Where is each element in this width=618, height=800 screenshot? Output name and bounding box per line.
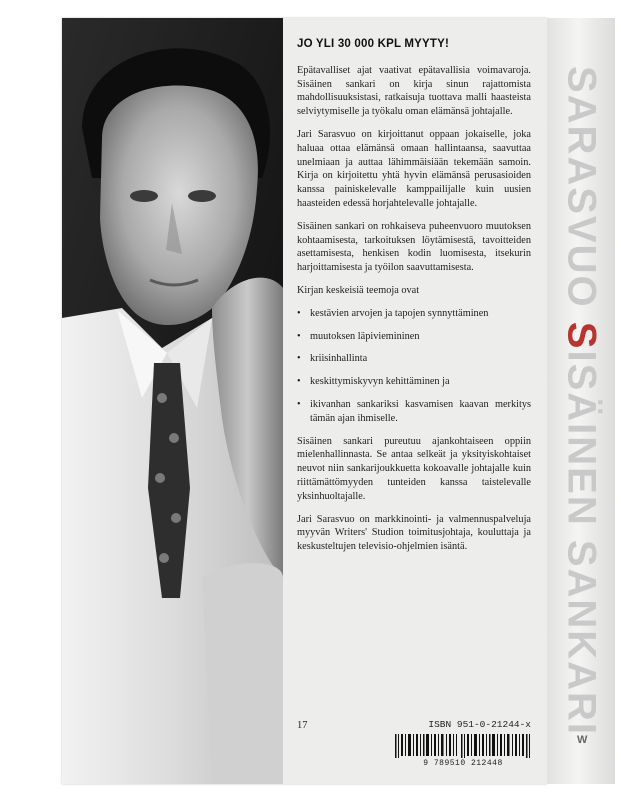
publisher-logo: W bbox=[577, 734, 588, 746]
spine-author: SARASVUO bbox=[559, 65, 604, 309]
theme-item bbox=[297, 375, 531, 389]
spine-accent-letter: S bbox=[559, 321, 604, 351]
blurb-paragraph: Sisäinen sankari on rohkaiseva puheenvuoro muutoksen kohtaamisesta, tarkoituksen löytämisestä, tavoitteiden asettamisesta, henkisen kodin luomisesta, itsekurin harjoittamisesta ja työilon saavuttamisesta. bbox=[297, 220, 531, 274]
author-photo-illustration bbox=[62, 18, 283, 784]
theme-text: kestävien arvojen ja tapojen synnyttäminen bbox=[310, 307, 489, 319]
bullet-icon: • bbox=[297, 376, 301, 388]
isbn-label: ISBN 951-0-21244-x bbox=[428, 719, 531, 730]
theme-item bbox=[297, 398, 531, 426]
author-photo bbox=[62, 18, 283, 784]
book-spine bbox=[547, 18, 615, 784]
themes-intro: Kirjan keskeisiä teemoja ovat bbox=[297, 284, 420, 296]
blurb-paragraph: Epätavalliset ajat vaativat epätavallisia voimavaroja. Sisäinen sankari on kirja sinun rajattomista mahdollisuuksistasi, ratkaisuja tuottava malli haasteista selviytymiselle ja työkalu oman elämänsä johtajalle. bbox=[297, 64, 531, 118]
theme-text: ikivanhan sankariksi kasvamisen kaavan merkitys tämän ajan ihmiselle. bbox=[310, 398, 531, 424]
book-back-cover bbox=[62, 18, 604, 784]
theme-text: keskittymiskyvyn kehittäminen ja bbox=[310, 376, 450, 388]
price-code: 17 bbox=[297, 720, 308, 731]
theme-item bbox=[297, 307, 531, 321]
bullet-icon: • bbox=[297, 307, 301, 319]
bullet-icon: • bbox=[297, 398, 301, 410]
bullet-icon: • bbox=[297, 330, 301, 342]
blurb-paragraph: Jari Sarasvuo on kirjoittanut oppaan jokaiselle, joka haluaa ottaa elämänsä omaan hallintaansa, saavuttaa unelmiaan ja auttaa lähimmäisiään tekemään samoin. Kirja on kirjoitettu yhtä hyvin elämänsä perusasioiden kanssa painiskelevalle kamppailijalle kuin uusien haasteiden edessä horjahtelevalle johtajalle. bbox=[297, 128, 531, 209]
bullet-icon: • bbox=[297, 353, 301, 365]
theme-item bbox=[297, 352, 531, 366]
theme-text: kriisinhallinta bbox=[310, 353, 368, 365]
back-cover-text-panel bbox=[283, 18, 547, 784]
spine-book-title: ISÄINEN SANKARI bbox=[559, 350, 604, 737]
author-bio: Jari Sarasvuo on markkinointi- ja valmennuspalveluja myyvän Writers' Studion toimitusjohtaja, kouluttaja ja keskusteltujen televisio-ohjelmien isäntä. bbox=[297, 513, 531, 553]
barcode-icon bbox=[395, 734, 531, 758]
blurb-paragraph: Sisäinen sankari pureutuu ajankohtaiseen oppiin mielenhallinnasta. Se antaa selkeät ja yksityiskohtaiset neuvot niin sankarijoukkuetta kokoavalle johtajalle kuin riittämättömyyden tunteiden kanssa taistelevalle yksinhuoltajalle. bbox=[297, 435, 531, 502]
themes-list bbox=[297, 307, 531, 426]
blurb bbox=[297, 38, 531, 563]
headline: JO YLI 30 000 KPL MYYTY! bbox=[297, 38, 450, 50]
spine-title bbox=[559, 51, 604, 751]
cover-footer bbox=[297, 716, 535, 768]
theme-text: muutoksen läpiviemininen bbox=[310, 330, 420, 342]
barcode-number: 9 789510 212448 bbox=[423, 759, 503, 768]
theme-item bbox=[297, 330, 531, 344]
